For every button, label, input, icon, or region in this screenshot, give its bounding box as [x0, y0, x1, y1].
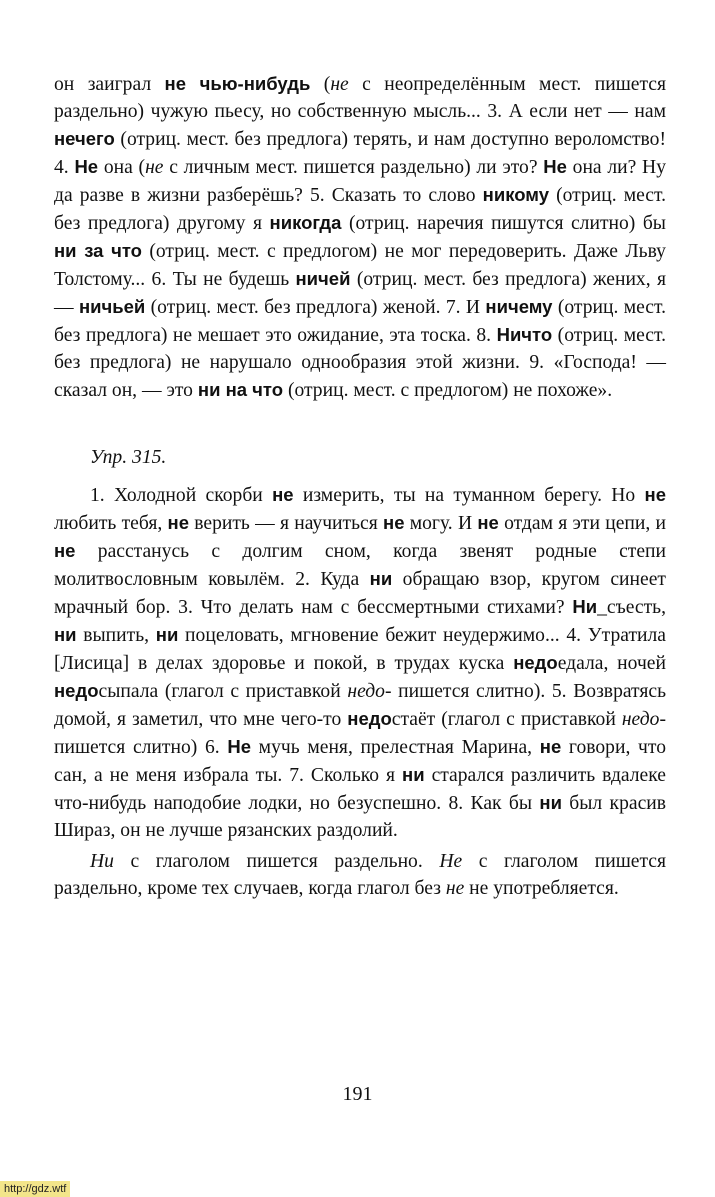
watermark-link[interactable]: http://gdz.wtf: [0, 1181, 70, 1197]
text-run: поцеловать, мгновение бежит неудержимо... 4. Утратила [Лисица] в делах здоровье и покой, в трудах куска: [54, 625, 666, 674]
bold-highlight: недо: [54, 680, 99, 701]
text-run: могу. И: [404, 513, 478, 534]
text-run: (отриц. мест. без предлога) не мешает это ожидание, эта тоска. 8.: [54, 297, 666, 346]
text-run: (отриц. мест. без предлога) другому я: [54, 185, 666, 234]
exercise-title: Упр. 315.: [90, 447, 167, 468]
text-paragraph: [54, 848, 666, 902]
italic-term: недо-: [347, 681, 392, 702]
bold-highlight: нечего: [54, 128, 115, 149]
text-run: старался различить вдалеке что-нибудь наподобие лодки, но безуспешно. 8. Как бы: [54, 765, 666, 814]
bold-highlight: не: [477, 512, 499, 533]
bold-highlight: недо: [513, 652, 558, 673]
bold-highlight: никому: [482, 184, 550, 205]
italic-term: недо-: [621, 709, 666, 730]
text-run: (отриц. мест. с предлогом) не похоже».: [283, 380, 613, 401]
text-run: обращаю взор, кругом синеет мрачный бор. 3. Что делать нам с бессмертными стихами?: [54, 569, 666, 618]
bold-highlight: ничьей: [78, 296, 146, 317]
text-run: расстанусь с долгим сном, когда звенят родные степи молитвословным ковылём. 2. Куда: [54, 541, 666, 590]
text-run: говори, что сан, а не меня избрала ты. 7. Сколько я: [54, 737, 666, 786]
bold-highlight: не: [644, 484, 666, 505]
bold-highlight: не: [539, 736, 562, 757]
text-run: (отриц. мест. без предлога) женой. 7. И: [145, 297, 486, 318]
page-body: [54, 70, 666, 902]
bold-highlight: не: [383, 512, 405, 533]
text-run: она (: [98, 157, 146, 178]
bold-highlight: ничей: [295, 268, 351, 289]
italic-term: не: [145, 157, 164, 178]
text-run: (отриц. мест. без предлога) не нарушало однообразия этой жизни. 9. «Господа! — сказал он, — это: [54, 325, 666, 401]
italic-term: не: [330, 74, 349, 95]
bold-highlight: ни: [369, 568, 393, 589]
text-run: был красив Шираз, он не лучше рязанских раздолий.: [54, 793, 666, 841]
text-run: едала, ночей: [557, 653, 666, 674]
text-run: с глаголом пишется раздельно.: [113, 851, 440, 872]
text-run: (: [310, 74, 331, 95]
text-run: 1. Холодной скорби: [90, 485, 273, 506]
italic-term: Ни: [90, 851, 114, 872]
text-run: пишется слитно) 6.: [54, 737, 228, 758]
page-number: 191: [342, 1083, 373, 1105]
italic-term: не: [445, 878, 465, 899]
text-run: (отриц. мест. без предлога) терять, и нам доступно вероломство! 4.: [54, 129, 666, 178]
text-run: _съесть,: [597, 597, 666, 618]
text-run: пишется слитно). 5. Возвратясь домой, я заметил, что мне чего-то: [54, 681, 666, 730]
bold-highlight: Не: [74, 156, 99, 177]
bold-highlight: Не: [543, 156, 567, 177]
bold-highlight: не: [272, 484, 294, 505]
text-run: (отриц. мест. без предлога) жених, я —: [54, 269, 666, 318]
text-paragraph: [54, 481, 666, 844]
text-run: с неопределённым мест. пишется раздельно) чужую пьесу, но собственную мысль... 3. А если нет — нам: [54, 74, 666, 122]
text-run: (отриц. мест. с предлогом) не мог передоверить. Даже Льву Толстому... 6. Ты не будешь: [54, 241, 666, 290]
text-run: с личным мест. пишется раздельно) ли это?: [163, 157, 544, 178]
text-paragraph: [54, 70, 666, 404]
italic-term: Не: [439, 851, 463, 872]
bold-highlight: Не: [227, 736, 251, 757]
bold-highlight: не чью-нибудь: [164, 73, 311, 94]
text-run: сыпала (глагол с приставкой: [98, 681, 348, 702]
text-run: отдам я эти цепи, и: [498, 513, 666, 534]
bold-highlight: никогда: [269, 212, 342, 233]
bold-highlight: недо: [347, 708, 392, 729]
text-run: выпить,: [76, 625, 156, 646]
bold-highlight: ни на что: [197, 379, 284, 400]
bold-highlight: не: [167, 512, 189, 533]
text-run: стаёт (глагол с приставкой: [391, 709, 622, 730]
bold-highlight: ни: [539, 792, 562, 813]
text-run: она ли? Ну да разве в жизни разберёшь? 5. Сказать то слово: [54, 157, 666, 206]
bold-highlight: Ничто: [496, 324, 553, 345]
bold-highlight: Ни: [572, 596, 598, 617]
text-run: измерить, ты на туманном берегу. Но: [293, 485, 645, 506]
bold-highlight: ни за что: [54, 240, 142, 261]
bold-highlight: не: [54, 540, 76, 561]
text-run: с глаголом пишется раздельно, кроме тех случаев, когда глагол без: [54, 851, 666, 899]
text-run: не употребляется.: [464, 878, 619, 899]
text-run: мучь меня, прелестная Марина,: [251, 737, 540, 758]
bold-highlight: ни: [155, 624, 179, 645]
text-run: (отриц. наречия пишутся слитно) бы: [341, 213, 666, 234]
bold-highlight: ни: [54, 624, 77, 645]
bold-highlight: ничему: [485, 296, 553, 317]
text-run: он заиграл: [54, 74, 165, 95]
text-run: верить — я научиться: [189, 513, 384, 534]
bold-highlight: ни: [402, 764, 425, 785]
text-run: любить тебя,: [54, 513, 168, 534]
